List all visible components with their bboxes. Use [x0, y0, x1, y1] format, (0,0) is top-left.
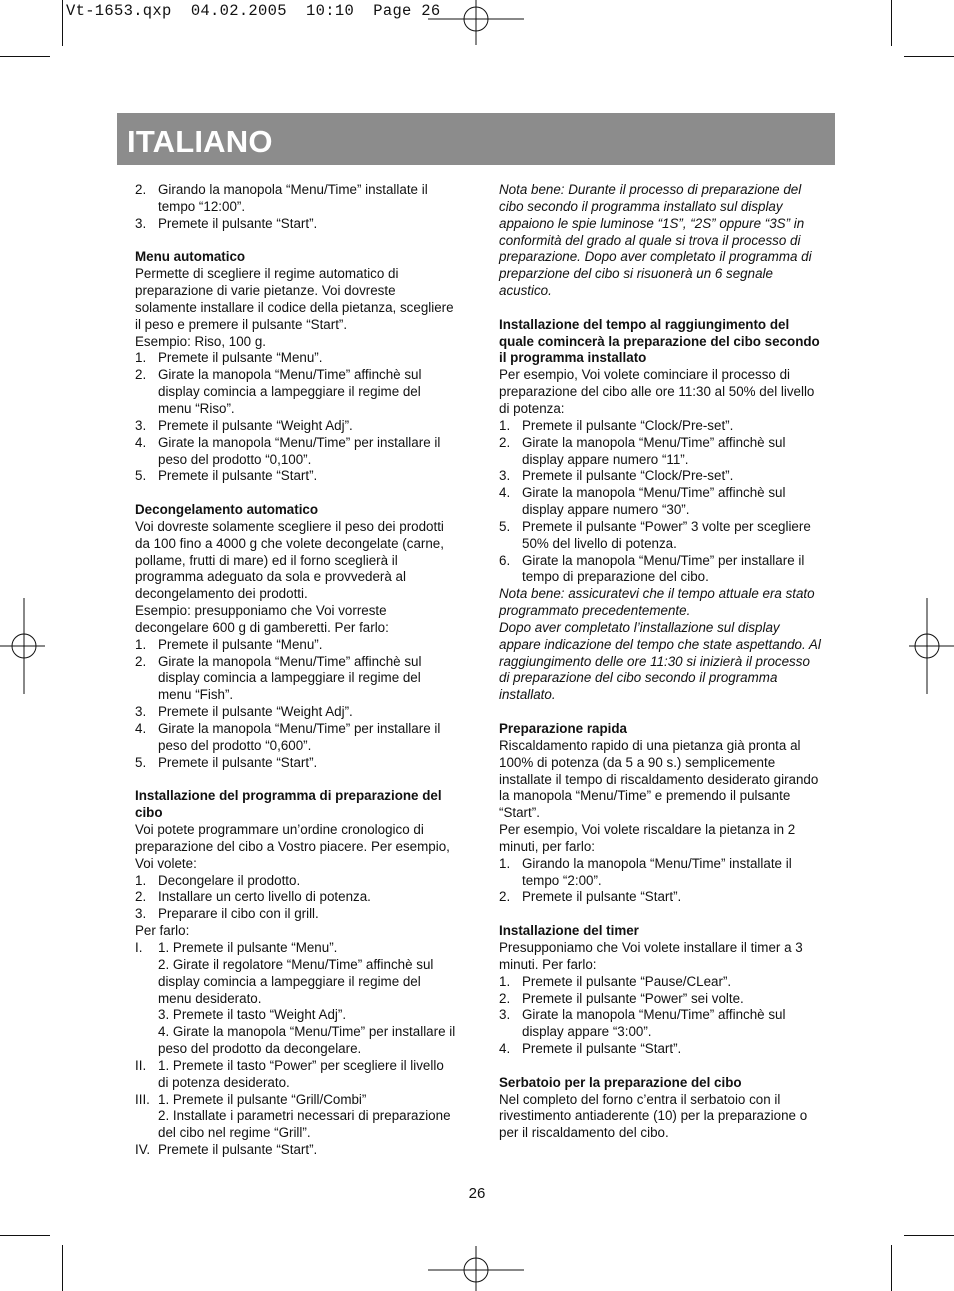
spacer — [499, 1058, 822, 1075]
list-marker: 3. — [499, 468, 511, 484]
list-text: Premete il pulsante “Start”. — [522, 889, 682, 905]
list-marker: 4. — [135, 721, 147, 736]
list-text: Premete il pulsante “Menu”. — [158, 636, 323, 652]
list-text: Premete il pulsante “Start”. — [522, 1041, 682, 1057]
list-item — [135, 1142, 457, 1159]
registration-mark-right — [909, 598, 954, 694]
list-text: Premete il pulsante “Weight Adj”. — [158, 417, 353, 433]
list-marker: 4. — [499, 1041, 511, 1057]
page-number: 26 — [468, 1185, 486, 1202]
list-marker: 4. — [499, 485, 511, 501]
paragraph: Nel completo del forno c’entra il serbatoio con il rivestimento antiaderente (10) per la preparazione o per il riscaldamento del cibo. — [499, 1091, 808, 1141]
list-item — [135, 704, 457, 721]
section-heading: Menu automatico — [135, 249, 246, 265]
list-marker: 2. — [135, 889, 147, 905]
list-marker: 6. — [499, 552, 511, 568]
list-item — [135, 873, 457, 890]
crop-mark — [891, 0, 892, 46]
list-text: Premete il pulsante “Power” 3 volte per scegliere 50% del livello di potenza. — [522, 518, 811, 551]
language-banner — [117, 113, 835, 165]
list-text: Girate la manopola “Menu/Time” per installare il peso del prodotto “0,100”. — [158, 434, 441, 467]
list-item — [499, 1007, 822, 1041]
list-marker: IV. — [135, 1142, 151, 1158]
list-item — [135, 367, 457, 418]
paragraph: Per farlo: — [135, 923, 190, 939]
list-text: Premete il pulsante “Pause/CLear”. — [522, 973, 732, 989]
list-text: Girando la manopola “Menu/Time” installate il tempo “2:00”. — [522, 855, 792, 888]
paragraph: Esempio: Riso, 100 g. — [135, 333, 266, 349]
list-item — [135, 350, 457, 367]
list-item — [135, 1092, 457, 1109]
note-paragraph: Nota bene: assicuratevi che il tempo attuale era stato programmato precedentemente. — [499, 586, 815, 619]
list-text: Premete il pulsante “Menu”. — [158, 350, 323, 366]
registration-mark-bottom — [428, 1246, 524, 1291]
list-marker: 1. — [135, 350, 147, 366]
crop-mark — [0, 56, 50, 57]
list-marker: 2. — [499, 990, 511, 1006]
paragraph: Riscaldamento rapido di una pietanza già pronta al 100% di potenza (da 5 a 90 s.) semplicemente installate il tempo di riscaldamento desiderato girando la manopola “Menu/Time” e premendo il pulsante “Start”. — [499, 737, 819, 821]
list-text: Premete il pulsante “Start”. — [158, 1142, 318, 1158]
list-text: Premete il pulsante “Start”. — [158, 215, 318, 231]
list-marker: I. — [135, 939, 143, 955]
section-heading: Installazione del timer — [499, 923, 639, 939]
section-heading: Serbatoio per la preparazione del cibo — [499, 1074, 742, 1090]
paragraph: Permette di scegliere il regime automatico di preparazione di varie pietanze. Voi dovreste solamente installare il codice della pietanza, scegliere il peso e premere il pulsante “Start”. — [135, 266, 454, 332]
list-text: Girate la manopola “Menu/Time” affinchè sul display appare numero “30”. — [522, 485, 786, 518]
list-text: Premete il pulsante “Start”. — [158, 468, 318, 484]
list-text: Girate la manopola “Menu/Time” affinchè sul display comincia a lampeggiare il regime del menu “Fish”. — [158, 653, 422, 703]
list-text: Girate la manopola “Menu/Time” affinchè sul display appare numero “11”. — [522, 434, 786, 467]
list-item — [135, 654, 457, 705]
section-heading: Installazione del tempo al raggiungimento del quale comincerà la preparazione del cibo secondo il programma installato — [499, 316, 820, 366]
paragraph: Per esempio, Voi volete riscaldare la pietanza in 2 minuti, per farlo: — [499, 822, 796, 854]
paragraph: Voi potete programmare un’ordine cronologico di preparazione del cibo a Vostro piacere. Per esempio, Voi volete: — [135, 822, 450, 871]
print-slug: Vt-1653.qxp 04.02.2005 10:10 Page 26 — [66, 2, 441, 20]
list-marker: II. — [135, 1057, 147, 1073]
list-sub-step: 2. Girate il regolatore “Menu/Time” affinchè sul display comincia a lampeggiare il regime del menu desiderato. — [158, 956, 434, 1006]
list-marker: 4. — [135, 434, 147, 450]
list-text: Premete il pulsante “Weight Adj”. — [158, 704, 353, 720]
list-item — [499, 889, 822, 906]
list-item — [499, 856, 822, 890]
crop-mark — [904, 1235, 954, 1236]
crop-mark — [0, 1235, 50, 1236]
list-sub-step: 4. Girate la manopola “Menu/Time” per installare il peso del prodotto da decongelare. — [158, 1024, 456, 1057]
paragraph: Per esempio, Voi volete cominciare il processo di preparazione del cibo alle ore 11:30 al 50% del livello di potenza: — [499, 367, 815, 416]
crop-mark — [62, 0, 63, 46]
list-text: 1. Premete il tasto “Power” per scegliere il livello di potenza desiderato. — [158, 1057, 444, 1090]
paragraph: Esempio: presupponiamo che Voi vorreste decongelare 600 g di gamberetti. Per farlo: — [135, 603, 389, 635]
list-text: 1. Premete il pulsante “Grill/Combi” — [158, 1091, 367, 1107]
list-marker: 3. — [135, 215, 147, 231]
list-item — [135, 182, 457, 216]
spacer — [135, 233, 457, 250]
list-marker: 1. — [135, 636, 147, 652]
list-marker: 1. — [499, 973, 511, 989]
list-item — [135, 1058, 457, 1092]
spacer — [499, 300, 822, 317]
banner-title: ITALIANO — [127, 124, 273, 159]
list-marker: 1. — [499, 417, 511, 433]
list-item — [499, 1041, 822, 1058]
list-marker: 2. — [499, 889, 511, 905]
list-marker: 3. — [135, 704, 147, 720]
paragraph: Presupponiamo che Voi volete installare il timer a 3 minuti. Per farlo: — [499, 939, 803, 972]
spacer — [499, 906, 822, 923]
list-text: Girate la manopola “Menu/Time” per installare il peso del prodotto “0,600”. — [158, 721, 441, 753]
section-heading: Installazione del programma di preparazione del cibo — [135, 788, 442, 821]
list-item — [499, 418, 822, 435]
list-marker: 5. — [499, 518, 511, 534]
list-item — [135, 418, 457, 435]
list-marker: 2. — [499, 434, 511, 450]
registration-mark-left — [0, 598, 45, 694]
list-item — [135, 637, 457, 654]
list-marker: 2. — [135, 653, 147, 669]
list-item — [135, 468, 457, 485]
list-text: Girate la manopola “Menu/Time” affinchè sul display comincia a lampeggiare il regime del menu “Riso”. — [158, 367, 422, 416]
list-text: Girate la manopola “Menu/Time” affinchè sul display appare “3:00”. — [522, 1007, 786, 1040]
list-item — [135, 889, 457, 906]
list-text: Preparare il cibo con il grill. — [158, 906, 319, 922]
spacer — [135, 485, 457, 502]
registration-mark-top — [428, 0, 524, 45]
paragraph: Voi dovreste solamente scegliere il peso dei prodotti da 100 fino a 4000 g che volete decongelate (carne, pollame, frutti di mare) ed il forno sceglierà il programma adeguato da sola e provvederà al decongelamento dei prodotti. — [135, 518, 444, 602]
note-paragraph: Nota bene: Durante il processo di preparazione del cibo secondo il programma installato sul display appaiono le spie luminose “1S”, “2S” oppure “3S” in conformità del grado al quale si trova il processo di preparazione. Dopo aver completato il programma di preparzione del cibo si risuonerà un 6 segnale acustico. — [499, 182, 812, 299]
list-item — [135, 721, 457, 755]
list-item — [135, 435, 457, 469]
list-item — [499, 485, 822, 519]
list-marker: III. — [135, 1091, 150, 1107]
list-marker: 3. — [135, 906, 147, 922]
list-text: Premete il pulsante “Clock/Pre-set”. — [522, 468, 734, 484]
section-heading: Preparazione rapida — [499, 721, 628, 736]
list-marker: 1. — [499, 855, 511, 871]
list-marker: 2. — [135, 367, 147, 383]
list-text: Girate la manopola “Menu/Time” per installare il tempo di preparazione del cibo. — [522, 552, 805, 585]
crop-mark — [904, 56, 954, 57]
list-text: Premete il pulsante “Power” sei volte. — [522, 990, 744, 1006]
list-item — [499, 435, 822, 469]
right-column — [499, 182, 822, 1142]
list-marker: 5. — [135, 754, 147, 770]
list-item — [135, 755, 457, 772]
crop-mark — [62, 1245, 63, 1291]
left-column — [135, 182, 457, 1159]
list-text: Premete il pulsante “Start”. — [158, 754, 318, 770]
list-item — [499, 553, 822, 587]
list-item — [499, 519, 822, 553]
list-marker: 3. — [135, 417, 147, 433]
spacer — [135, 772, 457, 789]
note-paragraph: Dopo aver completato l’installazione sul display appare indicazione del tempo che state aspettando. Al raggiungimento delle ore 11:30 si inizierà il processo di preparazione del cibo secondo il programma installato. — [499, 619, 821, 703]
list-item — [135, 216, 457, 233]
list-text: Girando la manopola “Menu/Time” installate il tempo “12:00”. — [158, 182, 428, 214]
list-text: Installare un certo livello di potenza. — [158, 889, 371, 905]
list-marker: 1. — [135, 872, 147, 888]
list-item — [135, 906, 457, 923]
list-sub-step: 2. Installate i parametri necessari di preparazione del cibo nel regime “Grill”. — [158, 1108, 451, 1141]
list-marker: 3. — [499, 1007, 511, 1023]
section-heading: Decongelamento automatico — [135, 502, 319, 518]
list-item — [499, 974, 822, 991]
list-text: Decongelare il prodotto. — [158, 872, 301, 888]
list-marker: 5. — [135, 468, 147, 484]
list-item — [499, 468, 822, 485]
list-marker: 2. — [135, 182, 147, 197]
list-text: Premete il pulsante “Clock/Pre-set”. — [522, 417, 734, 433]
list-item — [499, 991, 822, 1008]
list-text: 1. Premete il pulsante “Menu”. — [158, 939, 338, 955]
list-item — [135, 940, 457, 957]
list-sub-step: 3. Premete il tasto “Weight Adj”. — [158, 1007, 347, 1023]
spacer — [499, 704, 822, 721]
crop-mark — [891, 1245, 892, 1291]
